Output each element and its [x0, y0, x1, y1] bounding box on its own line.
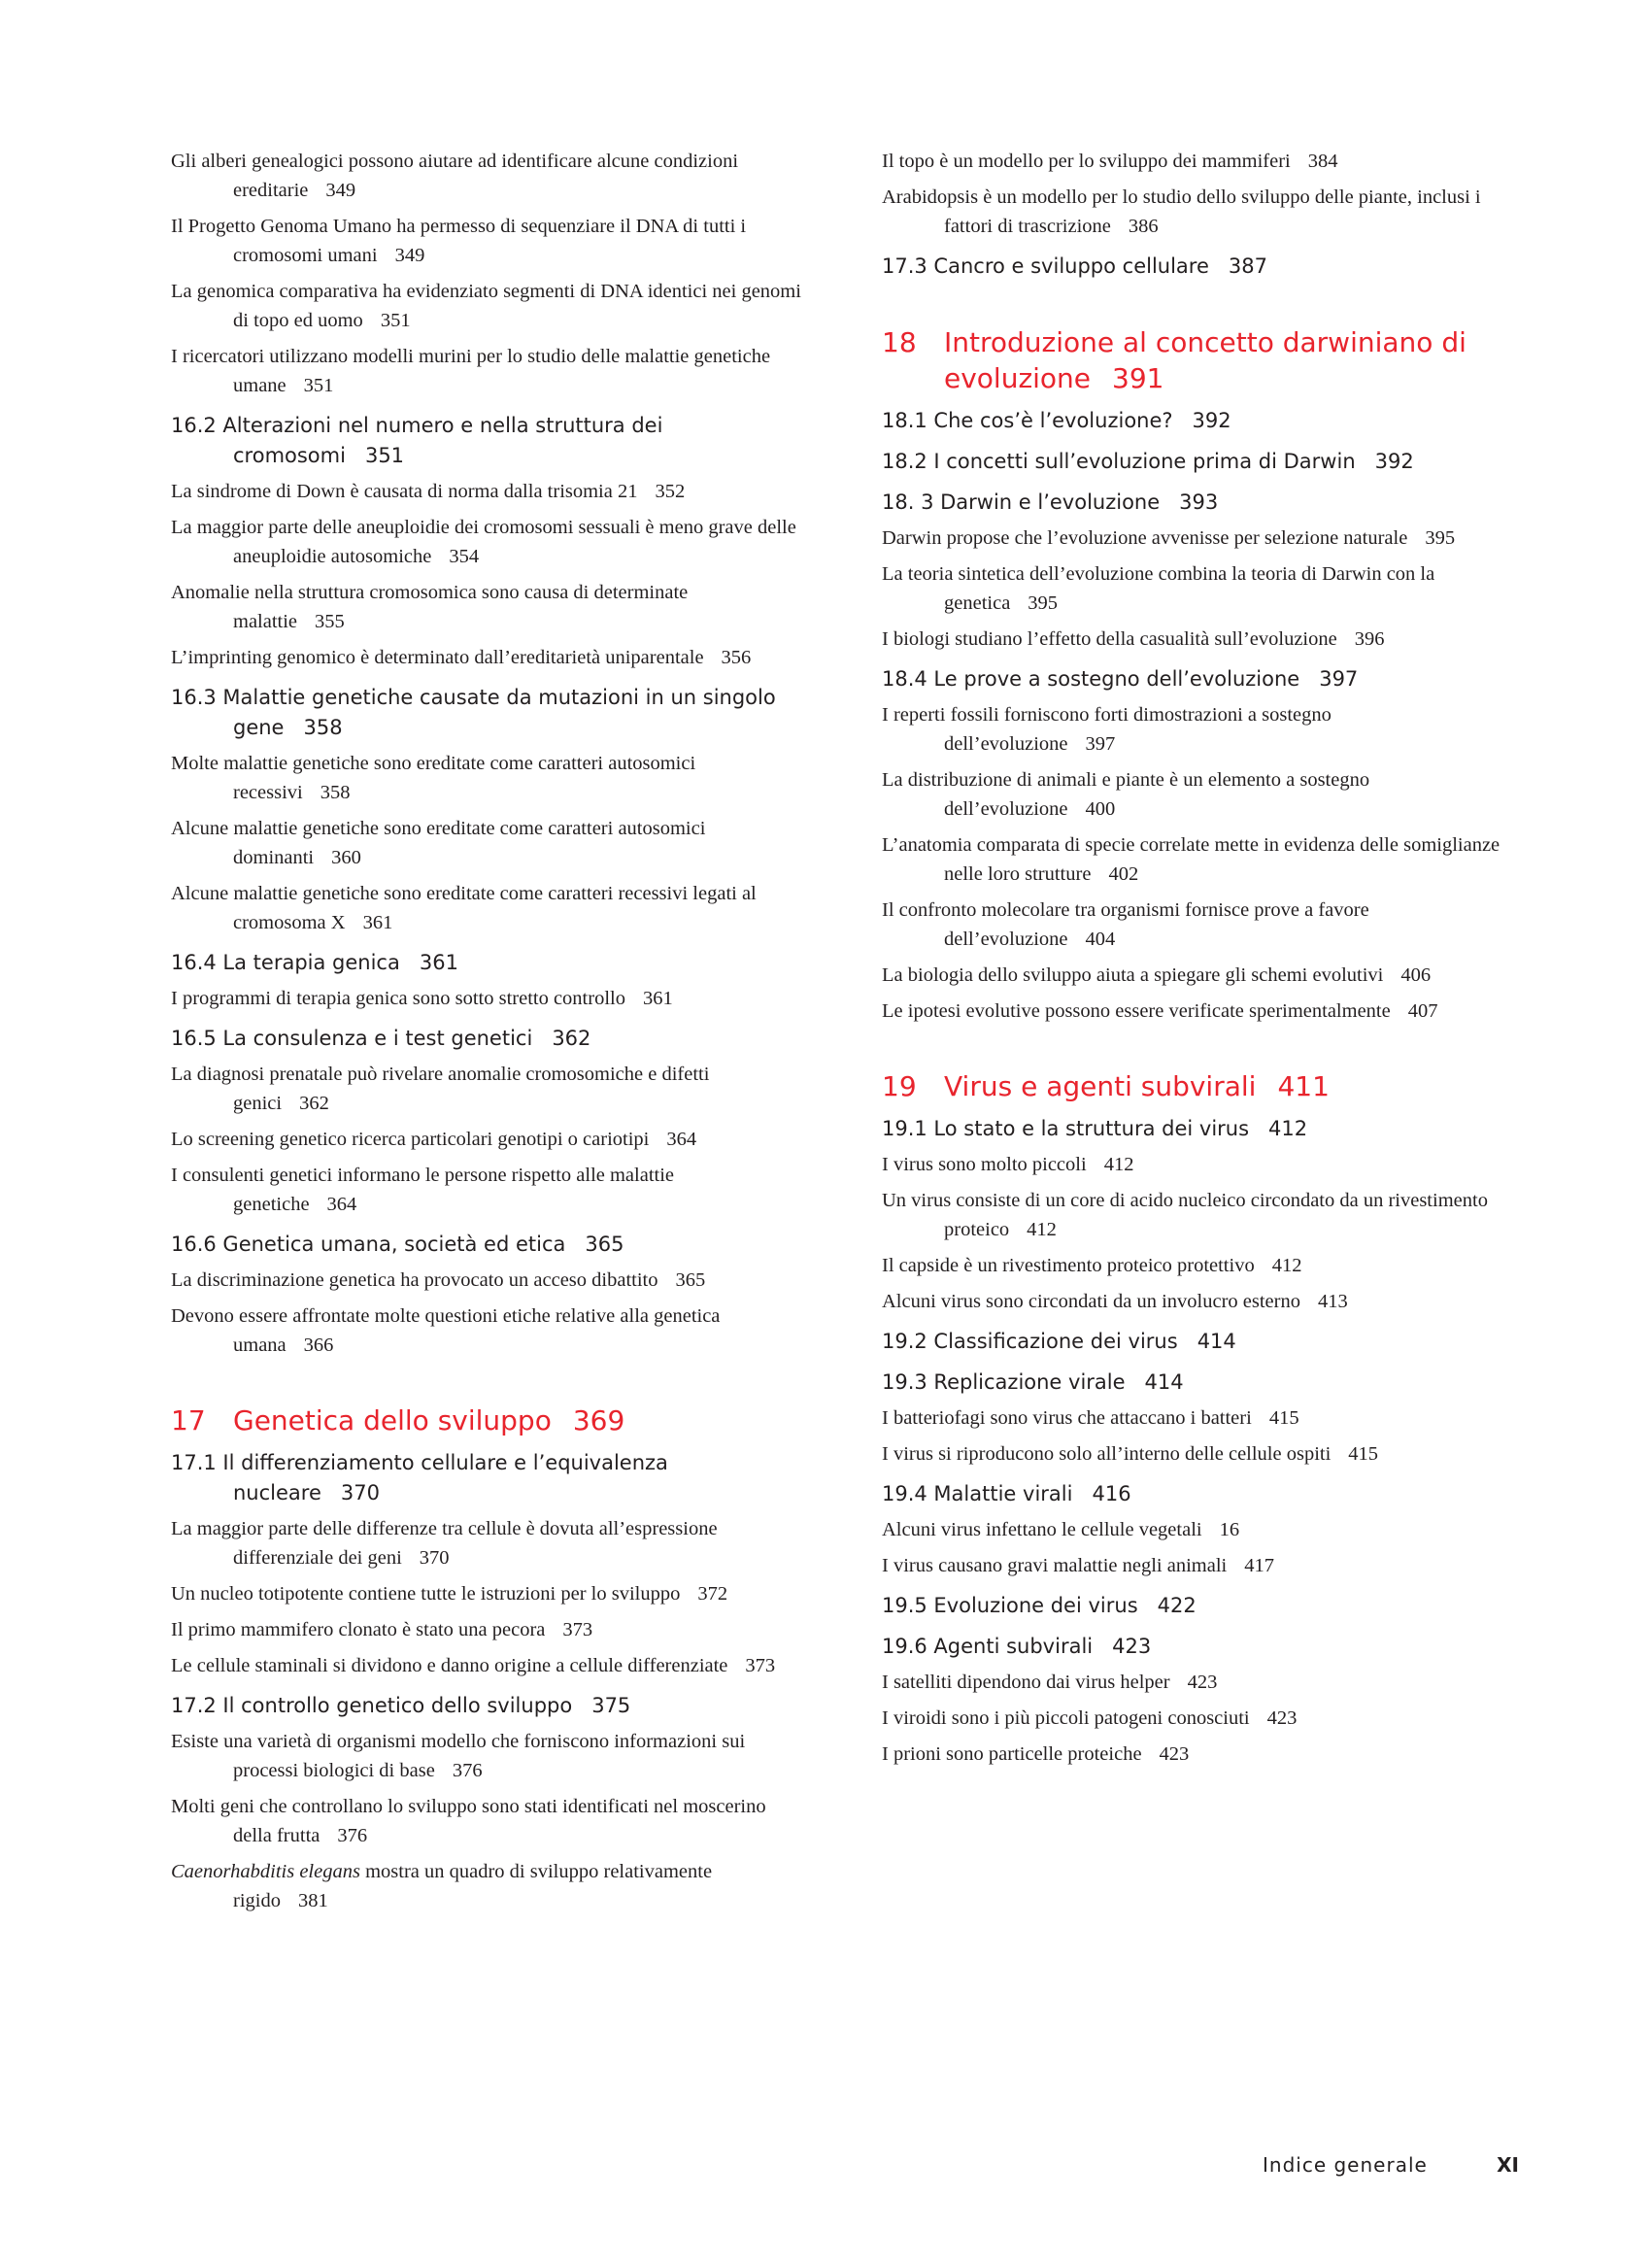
chapter-number: 19: [882, 1070, 917, 1102]
page-number: 407: [1407, 1000, 1438, 1022]
toc-entry: [882, 625, 1503, 654]
entry-title: Molte malattie genetiche sono ereditate come caratteri autosomici recessivi: [171, 753, 696, 803]
entry-title: La discriminazione genetica ha provocato un acceso dibattito: [171, 1269, 658, 1291]
section-title: 18.4 Le prove a sostegno dell’evoluzione: [882, 667, 1300, 691]
entry-title: Il topo è un modello per lo sviluppo dei mammiferi: [882, 151, 1291, 172]
section-heading: [171, 1448, 802, 1508]
page-number: 365: [675, 1269, 706, 1291]
toc-entry: [171, 1579, 802, 1608]
footer-label: Indice generale: [1263, 2153, 1428, 2177]
page-number: 411: [1277, 1070, 1330, 1102]
toc-entry: [171, 513, 802, 571]
section-heading: [882, 252, 1503, 282]
page-number: 361: [642, 988, 673, 1009]
page-number: 351: [380, 310, 411, 331]
page-number: 416: [1092, 1482, 1131, 1505]
section-title: 19.3 Replicazione virale: [882, 1370, 1126, 1394]
page-number: 396: [1354, 628, 1385, 650]
entry-title: Lo screening genetico ricerca particolari genotipi o cariotipi: [171, 1129, 650, 1150]
section-title: 16.2 Alterazioni nel numero e nella struttura dei cromosomi: [171, 414, 663, 467]
toc-entry: [882, 1287, 1503, 1316]
section-title: 16.5 La consulenza e i test genetici: [171, 1027, 533, 1050]
page-number: 387: [1228, 254, 1267, 278]
toc-entry: [171, 643, 802, 672]
toc-entry: [882, 1668, 1503, 1697]
toc-entry: [882, 1515, 1503, 1544]
toc-entry: [171, 1792, 802, 1850]
section-title: 18. 3 Darwin e l’evoluzione: [882, 490, 1161, 514]
toc-entry: [171, 879, 802, 937]
page-number: 373: [562, 1619, 593, 1640]
page-number: 412: [1268, 1117, 1308, 1140]
entry-title: L’imprinting genomico è determinato dall’ereditarietà uniparentale: [171, 647, 704, 668]
toc-entry: [882, 997, 1503, 1026]
section-title: 19.5 Evoluzione dei virus: [882, 1594, 1138, 1617]
section-heading: [882, 406, 1503, 436]
toc-entry: [882, 1150, 1503, 1179]
entry-title: La maggior parte delle aneuploidie dei cromosomi sessuali è meno grave delle aneuploidie autosomiche: [171, 517, 796, 567]
entry-title: Darwin propose che l’evoluzione avvenisse per selezione naturale: [882, 527, 1408, 549]
entry-title: I reperti fossili forniscono forti dimostrazioni a sostegno dell’evoluzione: [882, 704, 1332, 755]
entry-title: I virus causano gravi malattie negli animali: [882, 1555, 1228, 1576]
page-number: 393: [1179, 490, 1219, 514]
toc-entry: [171, 147, 802, 205]
page-number: 351: [303, 375, 334, 396]
entry-title: Anomalie nella struttura cromosomica sono causa di determinate malattie: [171, 582, 689, 632]
entry-title: mostra un quadro di sviluppo relativamente rigido: [233, 1861, 713, 1911]
toc-column-left: [171, 147, 802, 1922]
entry-title: La biologia dello sviluppo aiuta a spiegare gli schemi evolutivi: [882, 964, 1384, 986]
section-title: 17.1 Il differenziamento cellulare e l’equivalenza nucleare: [171, 1451, 668, 1504]
entry-title: La teoria sintetica dell’evoluzione combina la teoria di Darwin con la genetica: [882, 563, 1435, 614]
toc-entry: [171, 1266, 802, 1295]
page-number: 369: [572, 1404, 625, 1436]
entry-title: Alcuni virus sono circondati da un involucro esterno: [882, 1291, 1300, 1312]
toc-entry: [171, 749, 802, 807]
toc-entry: [882, 524, 1503, 553]
entry-title: La maggior parte delle differenze tra cellule è dovuta all’espressione differenziale dei geni: [171, 1518, 718, 1569]
entry-title: I batteriofagi sono virus che attaccano i batteri: [882, 1407, 1252, 1429]
toc-entry: [882, 700, 1503, 759]
page-number: 373: [745, 1655, 776, 1676]
page-number: 362: [299, 1093, 329, 1114]
toc-entry: [882, 895, 1503, 954]
page-number: 376: [337, 1825, 368, 1846]
toc-entry: [171, 1125, 802, 1154]
entry-title: Devono essere affrontate molte questioni etiche relative alla genetica umana: [171, 1305, 721, 1356]
page-number: 366: [303, 1335, 334, 1356]
page-number: 392: [1192, 409, 1231, 432]
toc-entry: [882, 1186, 1503, 1244]
page-number: 372: [697, 1583, 728, 1605]
toc-entry: [171, 814, 802, 872]
chapter-number: 17: [171, 1404, 206, 1436]
entry-title: I prioni sono particelle proteiche: [882, 1743, 1142, 1765]
entry-title: Arabidopsis è un modello per lo studio dello sviluppo delle piante, inclusi i fattori di trascrizione: [882, 186, 1481, 237]
page-number: 397: [1085, 733, 1116, 755]
page-number: 362: [552, 1027, 591, 1050]
section-heading: [171, 683, 802, 743]
chapter-heading: [882, 1068, 1503, 1104]
entry-title: I consulenti genetici informano le persone rispetto alle malattie genetiche: [171, 1165, 675, 1215]
chapter-number: 18: [882, 326, 917, 358]
page-number: 349: [394, 245, 425, 266]
section-heading: [882, 1114, 1503, 1144]
page-number: 423: [1112, 1635, 1152, 1658]
section-title: 19.6 Agenti subvirali: [882, 1635, 1094, 1658]
entry-title: La genomica comparativa ha evidenziato segmenti di DNA identici nei genomi di topo ed uomo: [171, 281, 801, 331]
section-heading: [882, 1479, 1503, 1509]
entry-title: Alcune malattie genetiche sono ereditate come caratteri recessivi legati al cromosoma X: [171, 883, 757, 933]
entry-title: Alcune malattie genetiche sono ereditate come caratteri autosomici dominanti: [171, 818, 706, 868]
toc-entry: [882, 830, 1503, 889]
page-number: 16: [1219, 1519, 1240, 1540]
page-number: 423: [1159, 1743, 1190, 1765]
section-title: 18.2 I concetti sull’evoluzione prima di Darwin: [882, 450, 1356, 473]
entry-title: Un virus consiste di un core di acido nucleico circondato da un rivestimento proteico: [882, 1190, 1488, 1240]
toc-entry: [171, 477, 802, 506]
page-number: 415: [1348, 1443, 1379, 1465]
section-heading: [171, 1691, 802, 1721]
toc-entry: [882, 1439, 1503, 1469]
entry-title: Il confronto molecolare tra organismi fornisce prove a favore dell’evoluzione: [882, 899, 1369, 950]
italic-term: Caenorhabditis elegans: [171, 1861, 360, 1882]
page-number: 355: [315, 611, 345, 632]
entry-title: La diagnosi prenatale può rivelare anomalie cromosomiche e difetti genici: [171, 1064, 710, 1114]
entry-title: I virus sono molto piccoli: [882, 1154, 1087, 1175]
page-number: 414: [1144, 1370, 1184, 1394]
section-heading: [882, 1591, 1503, 1621]
toc-entry: [171, 1514, 802, 1572]
page-number: 402: [1108, 863, 1139, 885]
toc-entry: [171, 1857, 802, 1915]
page-number: 365: [585, 1233, 624, 1256]
section-title: 19.2 Classificazione dei virus: [882, 1330, 1178, 1353]
toc-entry: [171, 212, 802, 270]
page-number: 370: [340, 1481, 380, 1504]
toc-entry: [882, 1740, 1503, 1769]
section-title: 16.3 Malattie genetiche causate da mutazioni in un singolo gene: [171, 686, 776, 739]
section-heading: [171, 1230, 802, 1260]
entry-title: I viroidi sono i più piccoli patogeni conosciuti: [882, 1707, 1250, 1729]
entry-title: La sindrome di Down è causata di norma dalla trisomia 21: [171, 481, 638, 502]
page-number: 406: [1400, 964, 1432, 986]
page-number: 384: [1307, 151, 1338, 172]
page-number: 413: [1317, 1291, 1348, 1312]
page-number: 412: [1103, 1154, 1134, 1175]
entry-title: I ricercatori utilizzano modelli murini per lo studio delle malattie genetiche umane: [171, 346, 771, 396]
entry-title: Il Progetto Genoma Umano ha permesso di sequenziare il DNA di tutti i cromosomi umani: [171, 216, 747, 266]
section-title: 17.3 Cancro e sviluppo cellulare: [882, 254, 1209, 278]
page-number: 397: [1319, 667, 1359, 691]
page-number: 358: [320, 782, 351, 803]
toc-column-right: [882, 147, 1503, 1775]
page-number: 391: [1112, 362, 1164, 394]
section-heading: [882, 488, 1503, 518]
page-number: 400: [1085, 798, 1116, 820]
page-number: 376: [452, 1760, 483, 1781]
section-heading: [171, 411, 802, 471]
page-number: 412: [1027, 1219, 1057, 1240]
entry-title: L’anatomia comparata di specie correlate mette in evidenza delle somiglianze nelle loro strutture: [882, 834, 1500, 885]
page-number: 349: [325, 180, 356, 201]
entry-title: Un nucleo totipotente contiene tutte le istruzioni per lo sviluppo: [171, 1583, 681, 1605]
toc-entry: [171, 1615, 802, 1644]
chapter-title: Genetica dello sviluppo: [233, 1404, 552, 1436]
toc-entry: [882, 147, 1503, 176]
page-number: 395: [1028, 592, 1059, 614]
entry-title: I satelliti dipendono dai virus helper: [882, 1672, 1170, 1693]
page-number: 354: [449, 546, 480, 567]
section-heading: [882, 1327, 1503, 1357]
page-number: 364: [666, 1129, 697, 1150]
entry-title: Esiste una varietà di organismi modello che forniscono informazioni sui processi biologici di base: [171, 1731, 746, 1781]
entry-title: I programmi di terapia genica sono sotto stretto controllo: [171, 988, 625, 1009]
page-number: 375: [591, 1694, 631, 1717]
section-title: 16.4 La terapia genica: [171, 951, 400, 974]
entry-title: I biologi studiano l’effetto della casualità sull’evoluzione: [882, 628, 1337, 650]
page-number: 364: [326, 1194, 357, 1215]
section-heading: [171, 1024, 802, 1054]
toc-entry: [882, 1403, 1503, 1433]
toc-entry: [882, 961, 1503, 990]
section-title: 19.4 Malattie virali: [882, 1482, 1073, 1505]
section-title: 17.2 Il controllo genetico dello sviluppo: [171, 1694, 573, 1717]
page-number: 422: [1157, 1594, 1197, 1617]
toc-entry: [171, 1651, 802, 1680]
page-number: 370: [419, 1547, 450, 1569]
toc-entry: [171, 1060, 802, 1118]
chapter-title: Virus e agenti subvirali: [944, 1070, 1257, 1102]
chapter-heading: [171, 1402, 802, 1438]
toc-entry: [171, 1727, 802, 1785]
section-heading: [882, 664, 1503, 694]
toc-entry: [171, 277, 802, 335]
chapter-heading: [882, 324, 1503, 396]
page-number: 386: [1128, 216, 1159, 237]
page-number: 423: [1266, 1707, 1298, 1729]
page-number: 360: [331, 847, 361, 868]
section-title: 19.1 Lo stato e la struttura dei virus: [882, 1117, 1250, 1140]
page-number: 361: [362, 912, 393, 933]
toc-entry: [171, 984, 802, 1013]
page-number: 415: [1268, 1407, 1299, 1429]
toc-entry: [171, 342, 802, 400]
toc-entry: [882, 1551, 1503, 1580]
page-number: 351: [364, 444, 405, 467]
section-heading: [171, 948, 802, 978]
section-heading: [882, 1368, 1503, 1398]
entry-title: Alcuni virus infettano le cellule vegetali: [882, 1519, 1202, 1540]
page-number: 414: [1197, 1330, 1236, 1353]
toc-entry: [882, 1251, 1503, 1280]
toc-entry: [882, 183, 1503, 241]
entry-title: Le cellule staminali si dividono e danno origine a cellule differenziate: [171, 1655, 728, 1676]
page-number: 395: [1425, 527, 1456, 549]
footer-page-number: XI: [1497, 2153, 1519, 2177]
page-number: 423: [1187, 1672, 1218, 1693]
chapter-title: Introduzione al concetto darwiniano di evoluzione: [944, 326, 1467, 394]
page-number: 412: [1271, 1255, 1302, 1276]
page-number: 361: [419, 951, 458, 974]
section-heading: [882, 447, 1503, 477]
toc-entry: [882, 1704, 1503, 1733]
toc-entry: [882, 765, 1503, 824]
entry-title: I virus si riproducono solo all’interno delle cellule ospiti: [882, 1443, 1332, 1465]
page-number: 358: [303, 716, 343, 739]
entry-title: Gli alberi genealogici possono aiutare ad identificare alcune condizioni ereditarie: [171, 151, 739, 201]
section-title: 18.1 Che cos’è l’evoluzione?: [882, 409, 1173, 432]
entry-title: La distribuzione di animali e piante è un elemento a sostegno dell’evoluzione: [882, 769, 1370, 820]
entry-title: Il primo mammifero clonato è stato una pecora: [171, 1619, 546, 1640]
entry-title: Molti geni che controllano lo sviluppo sono stati identificati nel moscerino della frutta: [171, 1796, 766, 1846]
section-title: 16.6 Genetica umana, società ed etica: [171, 1233, 566, 1256]
toc-entry: [171, 578, 802, 636]
page-number: 392: [1374, 450, 1414, 473]
entry-title: Il capside è un rivestimento proteico protettivo: [882, 1255, 1255, 1276]
toc-entry: [171, 1301, 802, 1360]
page-number: 417: [1244, 1555, 1274, 1576]
page-number: 352: [655, 481, 686, 502]
page-number: 381: [297, 1890, 328, 1911]
page-number: 404: [1085, 929, 1116, 950]
page-number: 356: [721, 647, 752, 668]
toc-entry: [171, 1161, 802, 1219]
toc-entry: [882, 559, 1503, 618]
entry-title: Le ipotesi evolutive possono essere verificate sperimentalmente: [882, 1000, 1391, 1022]
section-heading: [882, 1632, 1503, 1662]
